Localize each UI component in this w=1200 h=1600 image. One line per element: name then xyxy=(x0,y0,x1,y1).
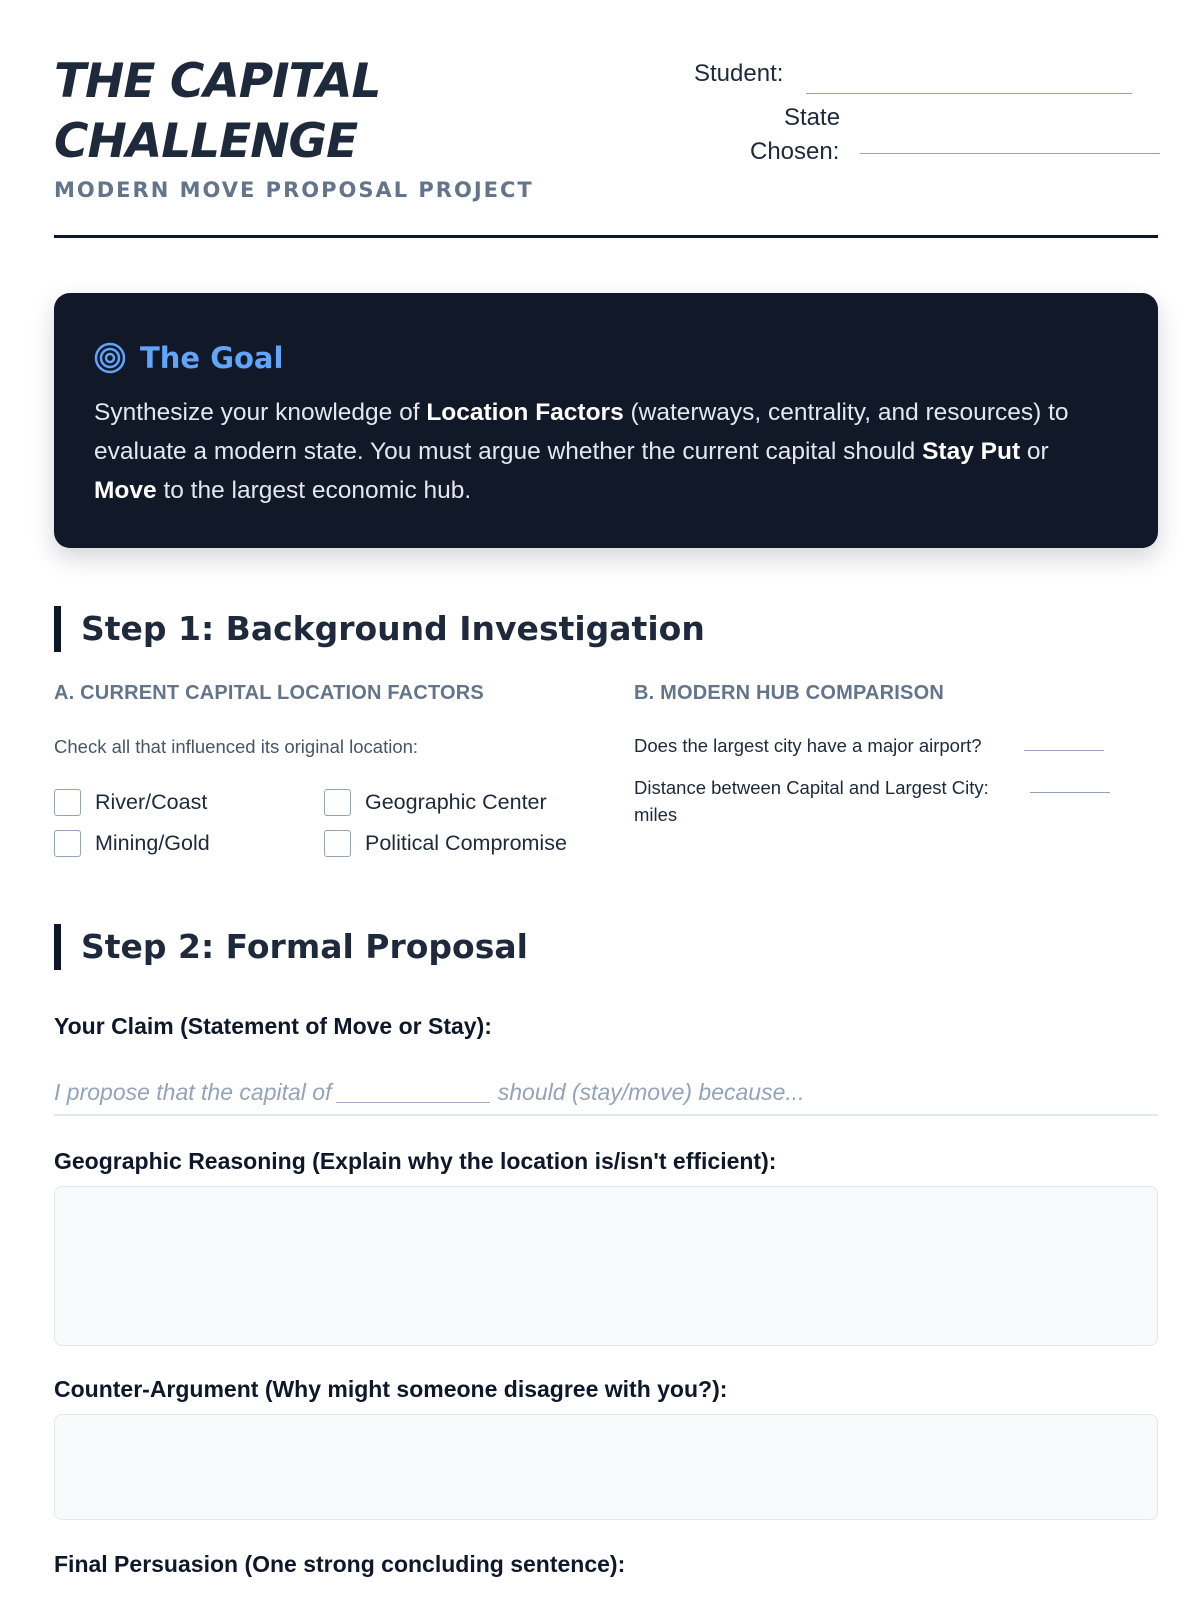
distance-question: Distance between Capital and Largest City: xyxy=(634,777,989,798)
checkbox-label: Geographic Center xyxy=(365,789,547,814)
distance-answer-line[interactable] xyxy=(1030,791,1110,793)
checkbox-box[interactable] xyxy=(324,830,351,857)
checkbox-river-coast[interactable] xyxy=(54,788,207,816)
goal-description: Synthesize your knowledge of Location Factors (waterways, centrality, and resources) to evaluate a modern state. You must argue whether the current capital should Stay Put or Move to the largest economic hub. xyxy=(94,399,1069,504)
state-label-line2: Chosen: xyxy=(750,138,840,165)
checkbox-box[interactable] xyxy=(54,830,81,857)
checkbox-box[interactable] xyxy=(324,789,351,816)
reasoning-label: Geographic Reasoning (Explain why the location is/isn't efficient): xyxy=(54,1148,777,1174)
target-icon xyxy=(94,342,126,374)
step1-heading: Step 1: Background Investigation xyxy=(54,606,705,652)
col-a-heading: A. CURRENT CAPITAL LOCATION FACTORS xyxy=(54,682,484,704)
checkbox-political-compromise[interactable] xyxy=(324,829,567,857)
col-b-heading: B. MODERN HUB COMPARISON xyxy=(634,682,944,704)
page-subtitle: MODERN MOVE PROPOSAL PROJECT xyxy=(54,178,534,202)
checkbox-label: River/Coast xyxy=(95,789,208,814)
checkbox-mining-gold[interactable] xyxy=(54,829,210,857)
counter-textarea[interactable] xyxy=(54,1414,1158,1520)
page-title: THE CAPITAL CHALLENGE xyxy=(54,54,381,169)
goal-card xyxy=(54,293,1158,548)
reasoning-textarea[interactable] xyxy=(54,1186,1158,1346)
claim-input[interactable]: I propose that the capital of ____________ should (stay/move) because... xyxy=(54,1068,1158,1116)
goal-title: The Goal xyxy=(140,341,284,375)
checkbox-label: Political Compromise xyxy=(365,830,567,855)
student-name-line[interactable] xyxy=(806,92,1132,94)
checkbox-box[interactable] xyxy=(54,789,81,816)
goal-heading xyxy=(94,340,283,376)
claim-label: Your Claim (Statement of Move or Stay): xyxy=(54,1013,492,1039)
counter-label: Counter-Argument (Why might someone disagree with you?): xyxy=(54,1376,728,1402)
airport-answer-line[interactable] xyxy=(1024,749,1104,751)
checkbox-geographic-center[interactable] xyxy=(324,788,547,816)
worksheet-header xyxy=(54,52,1158,238)
checkbox-label: Mining/Gold xyxy=(95,830,210,855)
student-label: Student: xyxy=(694,60,784,87)
state-chosen-line[interactable] xyxy=(860,152,1160,154)
final-label: Final Persuasion (One strong concluding sentence): xyxy=(54,1551,626,1577)
distance-unit: miles xyxy=(634,804,678,825)
col-a-instruction: Check all that influenced its original location: xyxy=(54,736,419,757)
airport-question: Does the largest city have a major airport? xyxy=(634,735,982,756)
state-label-line1: State xyxy=(784,104,841,131)
step2-heading: Step 2: Formal Proposal xyxy=(54,924,528,970)
